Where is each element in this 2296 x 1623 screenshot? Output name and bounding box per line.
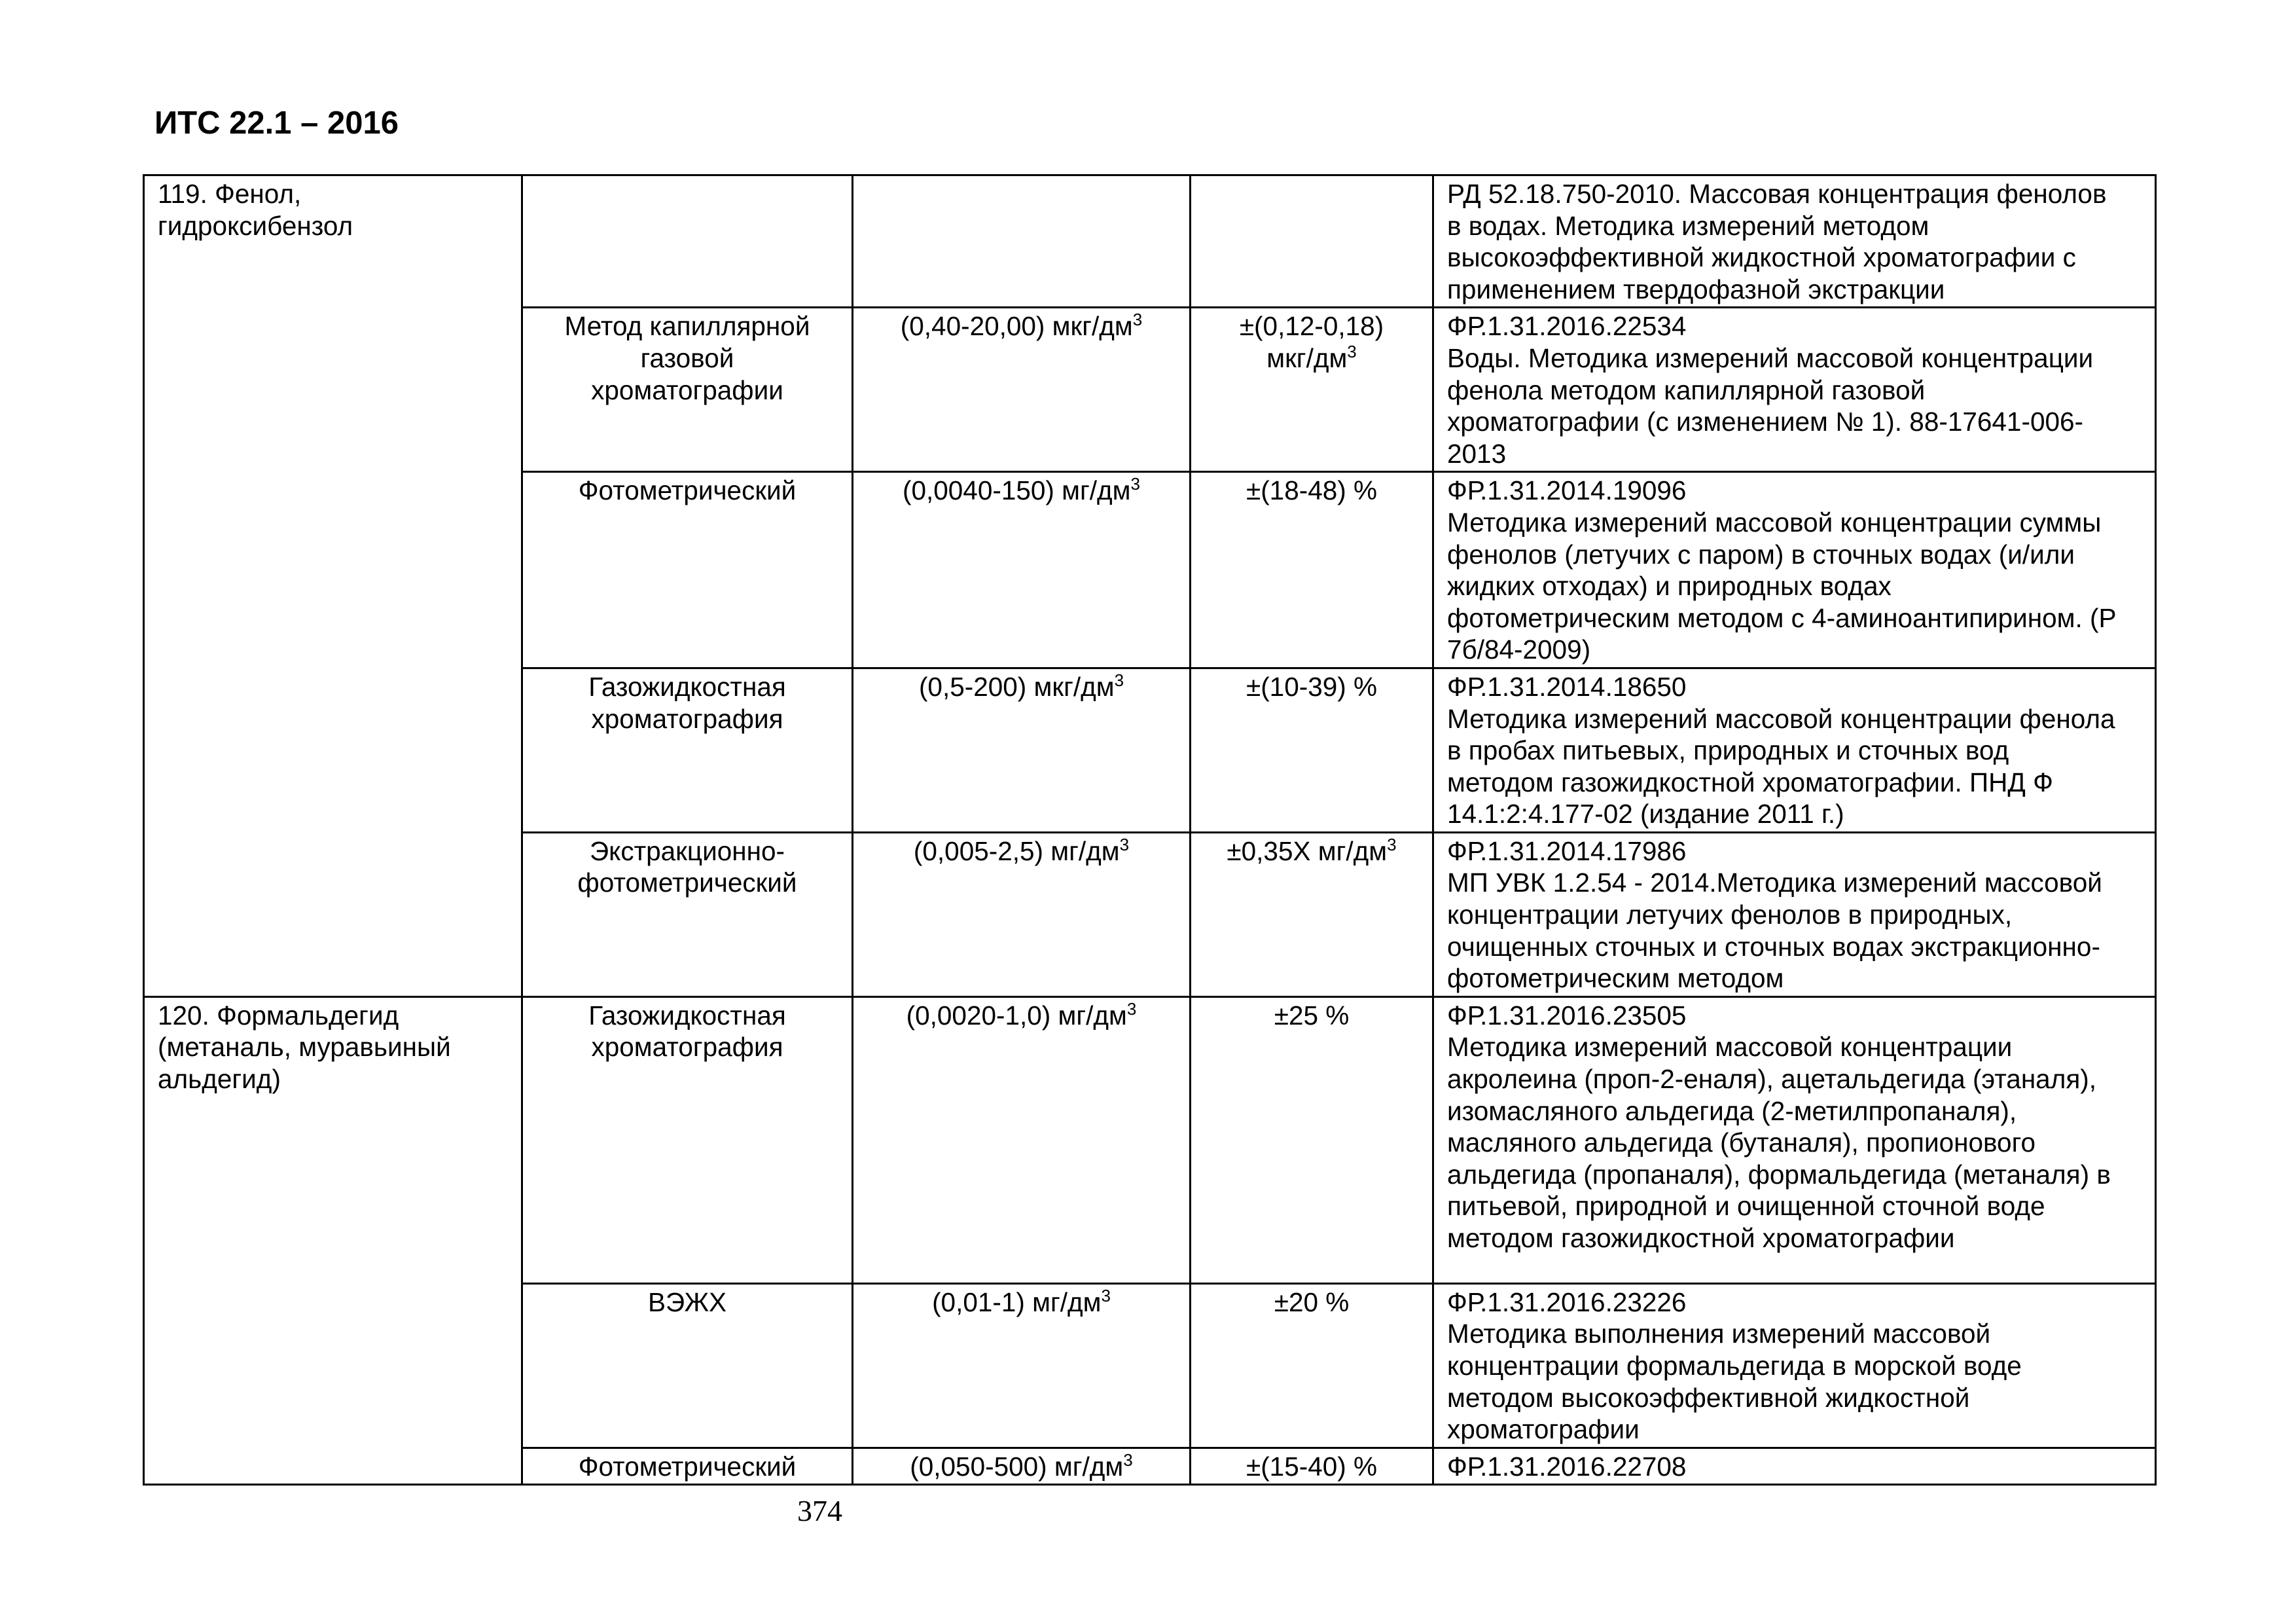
error-cell xyxy=(1191,668,1433,832)
method-cell xyxy=(522,472,853,668)
cell-line: ФР.1.31.2014.19096 xyxy=(1447,475,1687,506)
measured-value: (0,5-200) мкг/дм xyxy=(918,671,1115,702)
unit-superscript: 3 xyxy=(1387,834,1397,854)
cell-line: Воды. Методика измерений массовой концентрации xyxy=(1447,342,2094,373)
measured-value: (0,40-20,00) мкг/дм xyxy=(900,311,1133,342)
substance-cell xyxy=(144,175,522,997)
method-cell xyxy=(522,175,853,308)
cell-line: Фотометрический xyxy=(578,475,797,506)
cell-line: Экстракционно- xyxy=(590,835,785,866)
error-cell xyxy=(1191,1448,1433,1485)
cell-line: ВЭЖХ xyxy=(647,1286,727,1317)
cell-line: хроматографии xyxy=(1447,1414,1640,1445)
cell-line: ФР.1.31.2016.22708 xyxy=(1447,1451,1687,1482)
document-header-title: ИТС 22.1 – 2016 xyxy=(154,105,399,141)
cell-line xyxy=(1204,671,1419,703)
table-row xyxy=(144,175,2156,308)
unit-superscript: 3 xyxy=(1123,1450,1133,1470)
unit-superscript: 3 xyxy=(1101,1285,1111,1305)
cell-line: ФР.1.31.2014.18650 xyxy=(1447,671,1687,702)
error-cell xyxy=(1191,308,1433,472)
error-text: ±(18-48) % xyxy=(1246,475,1378,506)
cell-line: ФР.1.31.2016.22534 xyxy=(1447,311,1687,342)
cell-line: в пробах питьевых, природных и сточных вод xyxy=(1447,735,2009,766)
cell-line: альдегид) xyxy=(158,1064,281,1095)
measured-value: (0,050-500) мг/дм xyxy=(910,1451,1124,1482)
cell-line: изомасляного альдегида (2-метилпропаналя), xyxy=(1447,1095,2017,1126)
method-cell xyxy=(522,996,853,1283)
cell-line: хроматография xyxy=(591,1032,783,1063)
cell-line: (метаналь, муравьиный xyxy=(158,1032,451,1063)
cell-line: Методика измерений массовой концентрации фенола xyxy=(1447,703,2115,734)
range-cell xyxy=(853,668,1191,832)
document-cell xyxy=(1433,1283,2156,1448)
cell-line: Газожидкостная xyxy=(588,1000,786,1030)
error-text: ±20 % xyxy=(1274,1286,1350,1317)
cell-line: ФР.1.31.2014.17986 xyxy=(1447,835,1687,866)
cell-line: фотометрический xyxy=(577,867,797,898)
cell-line: МП УВК 1.2.54 - 2014.Методика измерений массовой xyxy=(1447,867,2102,898)
cell-line: применением твердофазной экстракции xyxy=(1447,274,1945,304)
cell-line xyxy=(1204,475,1419,507)
unit-superscript: 3 xyxy=(1132,310,1143,330)
measured-value: (0,0040-150) мг/дм xyxy=(903,475,1131,506)
range-cell xyxy=(853,996,1191,1283)
error-text: ±0,35X мг/дм xyxy=(1227,835,1388,866)
range-cell xyxy=(853,175,1191,308)
cell-line: фотометрическим методом xyxy=(1447,963,1784,994)
unit-superscript: 3 xyxy=(1114,670,1124,690)
cell-line: 119. Фенол, xyxy=(158,179,302,209)
substance-cell xyxy=(144,996,522,1485)
error-cell xyxy=(1191,472,1433,668)
methods-table xyxy=(143,174,2157,1486)
method-cell xyxy=(522,1448,853,1485)
cell-line: высокоэффективной жидкостной хроматографии с xyxy=(1447,242,2076,273)
cell-line xyxy=(1204,342,1419,374)
cell-line: концентрации формальдегида в морской воде xyxy=(1447,1351,2022,1381)
cell-line: альдегида (пропаналя), формальдегида (метаналя) в xyxy=(1447,1159,2111,1190)
cell-line: Методика измерений массовой концентрации суммы xyxy=(1447,507,2102,538)
cell-line: 7б/84-2009) xyxy=(1447,634,1591,665)
methods-table-body xyxy=(144,175,2156,1485)
cell-line: методом газожидкостной хроматографии xyxy=(1447,1223,1955,1253)
error-text: ±25 % xyxy=(1274,1000,1350,1030)
cell-line: Методика выполнения измерений массовой xyxy=(1447,1319,1991,1349)
table-row xyxy=(144,996,2156,1283)
cell-line: гидроксибензол xyxy=(158,210,353,241)
cell-line: фенолов (летучих с паром) в сточных водах (и/или xyxy=(1447,539,2075,570)
error-cell xyxy=(1191,1283,1433,1448)
cell-line xyxy=(1204,1451,1419,1483)
document-cell xyxy=(1433,996,2156,1283)
method-cell xyxy=(522,832,853,996)
document-cell xyxy=(1433,472,2156,668)
error-text: ±(10-39) % xyxy=(1246,671,1378,702)
page-number: 374 xyxy=(797,1494,842,1527)
cell-line: хроматографии xyxy=(591,374,783,405)
error-cell xyxy=(1191,832,1433,996)
document-cell xyxy=(1433,308,2156,472)
method-cell xyxy=(522,308,853,472)
error-text: ±(15-40) % xyxy=(1246,1451,1378,1482)
cell-line: 2013 xyxy=(1447,438,1507,469)
unit-superscript: 3 xyxy=(1126,998,1137,1019)
cell-line: хроматография xyxy=(591,703,783,734)
document-cell xyxy=(1433,1448,2156,1485)
error-text: ±(0,12-0,18) xyxy=(1239,311,1384,342)
error-cell xyxy=(1191,996,1433,1283)
measured-value: (0,005-2,5) мг/дм xyxy=(913,835,1120,866)
cell-line: газовой xyxy=(640,342,734,373)
range-cell xyxy=(853,832,1191,996)
cell-line xyxy=(1204,310,1419,342)
error-text: мкг/дм xyxy=(1266,342,1348,373)
cell-line: фотометрическим методом с 4-аминоантипирином. (Р xyxy=(1447,602,2117,633)
cell-line: питьевой, природной и очищенной сточной воде xyxy=(1447,1191,2045,1222)
cell-line xyxy=(1204,1286,1419,1319)
range-cell xyxy=(853,1448,1191,1485)
cell-line: концентрации летучих фенолов в природных, xyxy=(1447,900,2013,930)
cell-line: в водах. Методика измерений методом xyxy=(1447,210,1929,241)
cell-line: масляного альдегида (бутаналя), пропионового xyxy=(1447,1127,2036,1158)
cell-line: ФР.1.31.2016.23226 xyxy=(1447,1286,1687,1317)
method-cell xyxy=(522,1283,853,1448)
range-cell xyxy=(853,308,1191,472)
unit-superscript: 3 xyxy=(1119,834,1130,854)
document-cell xyxy=(1433,832,2156,996)
cell-line: Газожидкостная xyxy=(588,671,786,702)
measured-value: (0,0020-1,0) мг/дм xyxy=(906,1000,1127,1030)
cell-line: фенола методом капиллярной газовой xyxy=(1447,374,1926,405)
cell-line: акролеина (проп-2-еналя), ацетальдегида (этаналя), xyxy=(1447,1064,2097,1095)
cell-line: методом газожидкостной хроматографии. ПНД Ф xyxy=(1447,767,2053,797)
cell-line: Методика измерений массовой концентрации xyxy=(1447,1032,2013,1063)
error-cell xyxy=(1191,175,1433,308)
range-cell xyxy=(853,472,1191,668)
cell-line: 120. Формальдегид xyxy=(158,1000,399,1030)
unit-superscript: 3 xyxy=(1130,474,1140,494)
cell-line xyxy=(1204,1000,1419,1032)
cell-line xyxy=(1204,835,1419,867)
cell-line: очищенных сточных и сточных водах экстракционно- xyxy=(1447,931,2100,962)
cell-line: жидких отходах) и природных водах xyxy=(1447,571,1892,602)
range-cell xyxy=(853,1283,1191,1448)
cell-line: Фотометрический xyxy=(578,1451,797,1482)
cell-line: методом высокоэффективной жидкостной xyxy=(1447,1382,1970,1413)
measured-value: (0,01-1) мг/дм xyxy=(932,1286,1102,1317)
document-cell xyxy=(1433,668,2156,832)
cell-line: Метод капиллярной xyxy=(564,311,810,342)
cell-line: ФР.1.31.2016.23505 xyxy=(1447,1000,1687,1030)
document-cell xyxy=(1433,175,2156,308)
cell-line: хроматографии (с изменением № 1). 88-17641-006- xyxy=(1447,407,2083,437)
unit-superscript: 3 xyxy=(1347,341,1357,361)
cell-line: РД 52.18.750-2010. Массовая концентрация фенолов xyxy=(1447,179,2107,209)
cell-line: 14.1:2:4.177-02 (издание 2011 г.) xyxy=(1447,799,1844,830)
method-cell xyxy=(522,668,853,832)
